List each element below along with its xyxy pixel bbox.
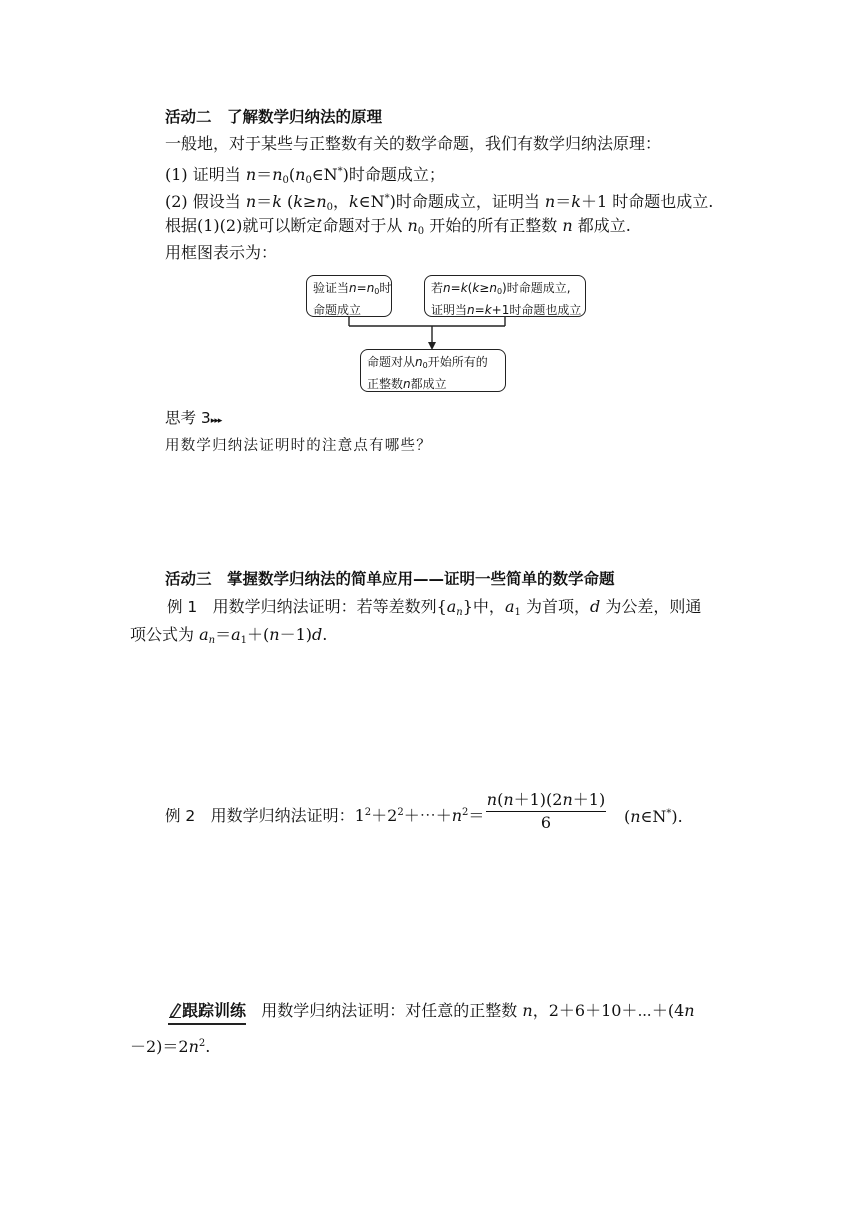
activity2-step2: (2) 假设当 n＝k ($k\ge n_0$，k∈N*)时命题成立，证明当 n＝k＋1 时命题也成立. [165, 192, 714, 213]
flowchart-box-base-case: 验证当$n=n_0$时 命题成立 [306, 275, 392, 317]
example1-line1: 例 1 用数学归纳法证明：若等差数列$\{a_n\}$中，$a_1$ 为首项，d 为公差，则通 [167, 597, 702, 618]
example2-label: 例 2 [165, 807, 196, 825]
activity2-intro: 一般地，对于某些与正整数有关的数学命题，我们有数学归纳法原理： [165, 134, 662, 153]
activity2-diagram-intro: 用框图表示为： [165, 243, 278, 262]
practice-label: 跟踪训练 [168, 1000, 246, 1025]
think3-label: 思考 3▸▸▸ [165, 409, 222, 427]
think3-question: 用数学归纳法证明时的注意点有哪些？ [165, 438, 432, 454]
flowchart-box-conclusion: 命题对从$n_0$开始所有的 正整数n都成立 [360, 349, 506, 392]
example1-line2: 项公式为 $a_n=a_1+(n-1)d$. [130, 625, 328, 646]
example1-label: 例 1 [167, 598, 198, 616]
activity2-conclusion: 根据(1)(2)就可以断定命题对于从 $n_0$ 开始的所有正整数 n 都成立. [165, 216, 631, 237]
example2-domain: (n∈N*). [624, 807, 683, 826]
triple-arrow-icon: ▸▸▸ [210, 416, 222, 426]
flowchart-connectors [0, 0, 860, 400]
pencil-icon [168, 1002, 182, 1018]
example2-fraction: n(n＋1)(2n＋1) 6 [486, 790, 606, 832]
activity3-heading: 活动三 掌握数学归纳法的简单应用——证明一些简单的数学命题 [165, 570, 615, 588]
practice-line1: 跟踪训练 用数学归纳法证明：对任意的正整数 n，2＋6＋10＋⋯＋(4n [168, 1000, 695, 1025]
activity2-step1: (1) 证明当 $n=n_0(n_0\in N^*)$时命题成立； [165, 165, 445, 186]
practice-line2: $-2)=2n^2$. [130, 1037, 211, 1056]
example2-line: 例 2 用数学归纳法证明：$1^2+2^2+\cdots+n^2=$ [165, 806, 485, 825]
activity2-heading: 活动二 了解数学归纳法的原理 [165, 108, 383, 126]
flowchart-box-inductive-step: 若$n=k(k\ge n_0)$时命题成立, 证明当n=k+1时命题也成立 [424, 275, 586, 317]
